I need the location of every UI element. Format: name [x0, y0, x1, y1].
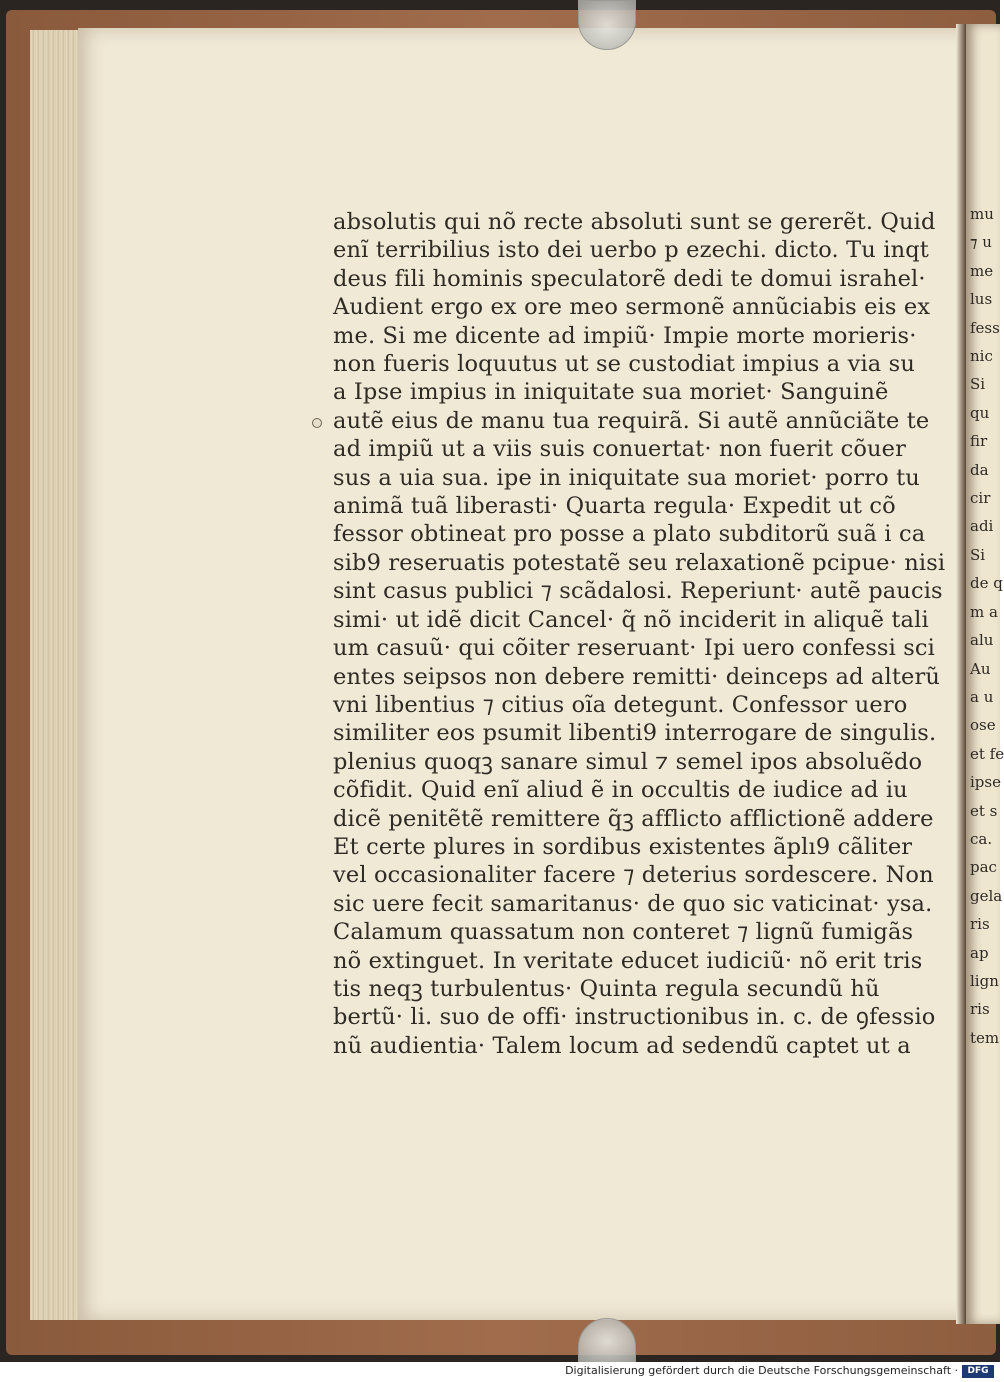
edge-fragment: pac [970, 858, 997, 877]
edge-fragment: lus [970, 290, 993, 309]
text-line: cõfidit. Quid enĩ aliud ẽ in occultis de iudice ad iu [333, 777, 908, 804]
edge-fragment: fess [970, 318, 1000, 337]
text-line: fessor obtineat pro posse a plato subditorũ suã i ca [333, 521, 926, 548]
text-line: bertũ· li. suo de offi· instructionibus in. c. de ꝯfessio [333, 1004, 936, 1031]
edge-fragment: alu [970, 631, 994, 650]
edge-fragment: Si [970, 545, 986, 564]
edge-fragment: de q [970, 574, 1003, 593]
text-line: sint casus publici ⁊ scãdalosi. Reperiunt· autẽ paucis [333, 578, 943, 605]
text-line: sib9 reseruatis potestatẽ seu relaxationẽ pcipue· nisi [333, 549, 946, 576]
text-line: Et certe plures in sordibus existentes ãplı9 cãliter [333, 833, 913, 860]
page-text-block [333, 208, 946, 1060]
text-line: sus a uia sua. ipe in iniquitate sua moriet· porro tu [333, 464, 920, 491]
text-line: absolutis qui nõ recte absoluti sunt se gererẽt. Quid [333, 209, 936, 235]
edge-fragment: nic [970, 347, 993, 366]
text-line: a Ipse impius in iniquitate sua moriet· Sanguinẽ [333, 379, 889, 406]
edge-fragment: mu [970, 205, 994, 223]
footer-credit: Digitalisierung gefördert durch die Deutsche Forschungsgemeinschaft · [565, 1364, 958, 1377]
footer-bar [0, 1362, 1000, 1382]
edge-fragment: ris [970, 1000, 990, 1019]
margin-mark [312, 418, 322, 428]
text-line: deus fili hominis speculatorẽ dedi te domui israhel· [333, 265, 926, 292]
text-line: animã tuã liberasti· Quarta regula· Expedit ut cõ [333, 493, 896, 520]
edge-fragment: gela [970, 886, 1003, 905]
text-line: enĩ terribilius isto dei uerbo p ezechi. dicto. Tu inqt [333, 237, 929, 264]
edge-fragment: Si [970, 375, 986, 394]
edge-fragment: me [970, 261, 994, 280]
text-line: vel occasionaliter facere ⁊ deterius sordescere. Non [333, 862, 934, 889]
edge-fragment: a u [970, 687, 994, 706]
text-line: me. Si me dicente ad impiũ· Impie morte morieris· [333, 322, 917, 349]
text-line: plenius quoqꝫ sanare simul ⁊ semel ipos absoluẽdo [333, 748, 923, 775]
right-page-fragments [970, 200, 1004, 1052]
text-line: um casuũ· qui cõiter reseruant· Ipi uero confessi sci [333, 635, 936, 662]
text-line: similiter eos psumit libenti9 interrogare de singulis. [333, 720, 937, 747]
edge-fragment: ose [970, 716, 996, 735]
edge-fragment: ap [970, 943, 989, 962]
text-line: simi· ut idẽ dicit Cancel· q̃ nõ inciderit in aliquẽ tali [333, 606, 929, 633]
text-line: ad impiũ ut a viis suis conuertat· non fuerit cõuer [333, 436, 907, 463]
text-line: autẽ eius de manu tua requirã. Si autẽ annũciãte te [333, 407, 930, 434]
edge-fragment: ⁊ u [970, 233, 992, 252]
edge-fragment: et fe [970, 744, 1004, 763]
edge-fragment: cir [970, 489, 991, 508]
edge-fragment: da [970, 460, 989, 479]
edge-fragment: adi [970, 517, 994, 536]
text-line: sic uere fecit samaritanus· de quo sic vaticinat· ysa. [333, 890, 933, 917]
text-line: non fueris loquutus ut se custodiat impius a via su [333, 351, 916, 378]
edge-fragment: ris [970, 915, 990, 934]
text-line: dicẽ penitẽtẽ remittere q̃ꝫ afflicto afflictionẽ addere [333, 805, 934, 832]
edge-fragment: Au [970, 659, 991, 678]
text-line: tis neqꝫ turbulentus· Quinta regula secundũ hũ [333, 975, 880, 1002]
text-line: Calamum quassatum non conteret ⁊ lignũ fumigãs [333, 919, 914, 946]
edge-fragment: ca. [970, 829, 993, 848]
text-line: vni libentius ⁊ citius oĩa detegunt. Confessor uero [333, 691, 908, 718]
edge-fragment: lign [970, 971, 999, 990]
dfg-logo: DFG [962, 1365, 994, 1378]
edge-fragment: qu [970, 403, 990, 422]
text-line: nũ audientia· Talem locum ad sedendũ captet ut a [333, 1032, 911, 1059]
text-line: entes seipsos non debere remitti· deinceps ad alterũ [333, 663, 941, 690]
edge-fragment: fir [970, 432, 988, 451]
edge-fragment: m a [970, 602, 998, 621]
text-line: Audient ergo ex ore meo sermonẽ annũciabis eis ex [333, 294, 931, 321]
edge-fragment: ipse [970, 773, 1001, 792]
edge-fragment: et s [970, 801, 998, 820]
edge-fragment: tem [970, 1028, 1000, 1047]
text-line: nõ extinguet. In veritate educet iudiciũ· nõ erit tris [333, 947, 923, 974]
